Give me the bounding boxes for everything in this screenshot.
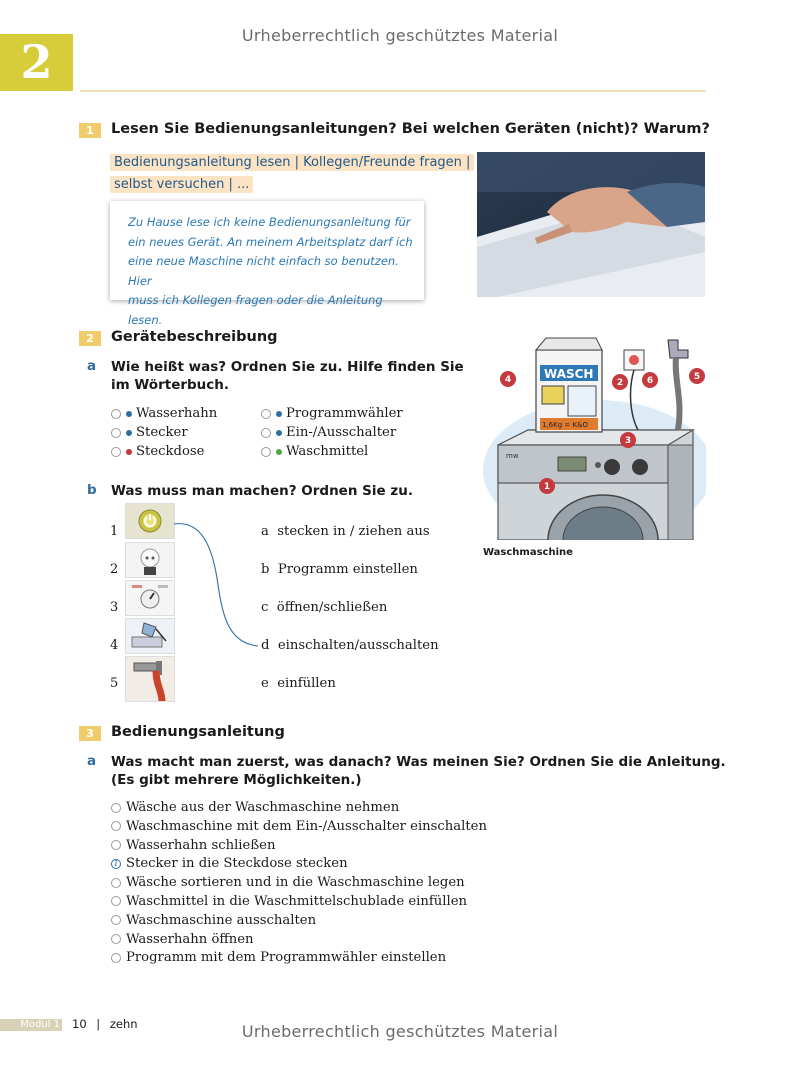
header-rule [80, 90, 706, 92]
order-circle[interactable] [111, 934, 121, 944]
device-list-left [111, 404, 217, 461]
match-number: 2 [110, 562, 119, 577]
exercise-3-title: Bedienungsanleitung [111, 724, 285, 740]
blue-dot-icon [126, 430, 132, 436]
instruction-step[interactable]: Wasserhahn schließen [111, 837, 487, 856]
image-caption: Waschmaschine [483, 547, 573, 558]
exercise-2b-letter: b [87, 482, 97, 498]
match-answer[interactable]: e einfüllen [261, 676, 336, 691]
plug-icon [125, 542, 175, 578]
note-line: Zu Hause lese ich keine Bedienungsanleitung für [128, 215, 411, 229]
marker-6: 6 [646, 376, 654, 386]
order-circle-filled[interactable]: 1 [111, 859, 121, 869]
red-dot-icon [126, 449, 132, 455]
detergent-drawer-icon [125, 618, 175, 654]
marker-1: 1 [543, 482, 551, 492]
match-number: 1 [110, 524, 119, 539]
answer-connector-line [172, 518, 262, 654]
order-circle[interactable] [111, 915, 121, 925]
footer-page [72, 1017, 138, 1031]
watermark-top: Urheberrechtlich geschütztes Material [241, 26, 559, 45]
power-button-icon [125, 503, 175, 539]
instruction-steps-list [111, 799, 487, 968]
blue-dot-icon [276, 430, 282, 436]
exercise-3a-letter: a [87, 753, 97, 769]
instruction-step[interactable]: Programm mit dem Programmwähler einstellen [111, 949, 487, 968]
detergent-box-label: WASCH [544, 367, 594, 381]
blue-dot-icon [126, 411, 132, 417]
answer-circle[interactable] [261, 409, 271, 419]
exercise-2a-question [111, 358, 464, 394]
note-line: muss ich Kollegen fragen oder die Anleitung lesen. [128, 293, 383, 327]
instruction-step[interactable]: 1 Stecker in die Steckdose stecken [111, 855, 487, 874]
chapter-number-box: 2 [0, 34, 73, 91]
order-circle[interactable] [111, 953, 121, 963]
exercise-2b-question: Was muss man machen? Ordnen Sie zu. [111, 483, 413, 499]
match-answer[interactable]: b Programm einstellen [261, 562, 418, 577]
match-number: 4 [110, 638, 119, 653]
exercise-2-title: Gerätebeschreibung [111, 329, 278, 345]
device-item[interactable]: Stecker [111, 423, 217, 442]
watermark-bottom: Urheberrechtlich geschütztes Material [241, 1022, 559, 1041]
match-answer[interactable]: d einschalten/ausschalten [261, 638, 439, 653]
order-circle[interactable] [111, 840, 121, 850]
machine-brand: mw [506, 452, 519, 460]
question-line: (Es gibt mehrere Möglichkeiten.) [111, 772, 362, 788]
match-number: 3 [110, 600, 119, 615]
faucet-icon [125, 656, 175, 702]
instruction-step[interactable]: Wäsche sortieren und in die Waschmaschine legen [111, 874, 487, 893]
marker-2: 2 [616, 378, 624, 388]
footer-separator: | [96, 1017, 101, 1031]
question-line: Wie heißt was? Ordnen Sie zu. Hilfe finden Sie [111, 359, 464, 375]
detergent-weight: 1,6Kg = K&O [542, 421, 589, 429]
footer-module-label: Modul 1 [0, 1019, 62, 1031]
green-dot-icon [276, 449, 282, 455]
match-answer[interactable]: c öffnen/schließen [261, 600, 388, 615]
marker-4: 4 [504, 375, 512, 385]
instruction-step[interactable]: Waschmaschine ausschalten [111, 912, 487, 931]
match-answer[interactable]: a stecken in / ziehen aus [261, 524, 430, 539]
device-item[interactable]: Programmwähler [261, 404, 403, 423]
exercise-1-options [110, 151, 474, 194]
blue-dot-icon [276, 411, 282, 417]
answer-circle[interactable] [261, 447, 271, 457]
program-dial-icon [125, 580, 175, 616]
exercise-2a-letter: a [87, 358, 97, 374]
reading-manual-photo [477, 152, 705, 297]
instruction-step[interactable]: Waschmaschine mit dem Ein-/Ausschalter einschalten [111, 818, 487, 837]
instruction-step[interactable]: Waschmittel in die Waschmittelschublade einfüllen [111, 893, 487, 912]
instruction-step[interactable]: Wasserhahn öffnen [111, 931, 487, 950]
marker-3: 3 [624, 436, 632, 446]
order-circle[interactable] [111, 878, 121, 888]
page-number: 10 [72, 1017, 87, 1031]
answer-circle[interactable] [111, 428, 121, 438]
note-line: eine neue Maschine nicht einfach so benutzen. Hier [128, 254, 399, 288]
exercise-3a-question [111, 753, 726, 789]
device-item[interactable]: Steckdose [111, 442, 217, 461]
order-circle[interactable] [111, 803, 121, 813]
options-line-2: selbst versuchen | ... [110, 176, 253, 193]
device-item[interactable]: Wasserhahn [111, 404, 217, 423]
exercise-2-number: 2 [79, 331, 101, 346]
note-line: ein neues Gerät. An meinem Arbeitsplatz darf ich [128, 234, 413, 249]
instruction-step[interactable]: Wäsche aus der Waschmaschine nehmen [111, 799, 487, 818]
device-list-right [261, 404, 403, 461]
order-circle[interactable] [111, 821, 121, 831]
question-line: Was macht man zuerst, was danach? Was meinen Sie? Ordnen Sie die Anleitung. [111, 754, 726, 770]
page-word: zehn [109, 1017, 138, 1031]
answer-circle[interactable] [111, 409, 121, 419]
exercise-1-number: 1 [79, 123, 101, 138]
question-line: im Wörterbuch. [111, 377, 230, 393]
exercise-3-number: 3 [79, 726, 101, 741]
washing-machine-illustration [478, 330, 706, 540]
order-circle[interactable] [111, 896, 121, 906]
answer-circle[interactable] [111, 447, 121, 457]
exercise-1-title: Lesen Sie Bedienungsanleitungen? Bei welchen Geräten (nicht)? Warum? [111, 121, 710, 137]
options-line-1: Bedienungsanleitung lesen | Kollegen/Freunde fragen | [110, 154, 474, 171]
device-item[interactable]: Waschmittel [261, 442, 403, 461]
device-item[interactable]: Ein-/Ausschalter [261, 423, 403, 442]
handwritten-note [110, 201, 424, 327]
marker-5: 5 [693, 372, 701, 382]
match-number: 5 [110, 676, 119, 691]
answer-circle[interactable] [261, 428, 271, 438]
